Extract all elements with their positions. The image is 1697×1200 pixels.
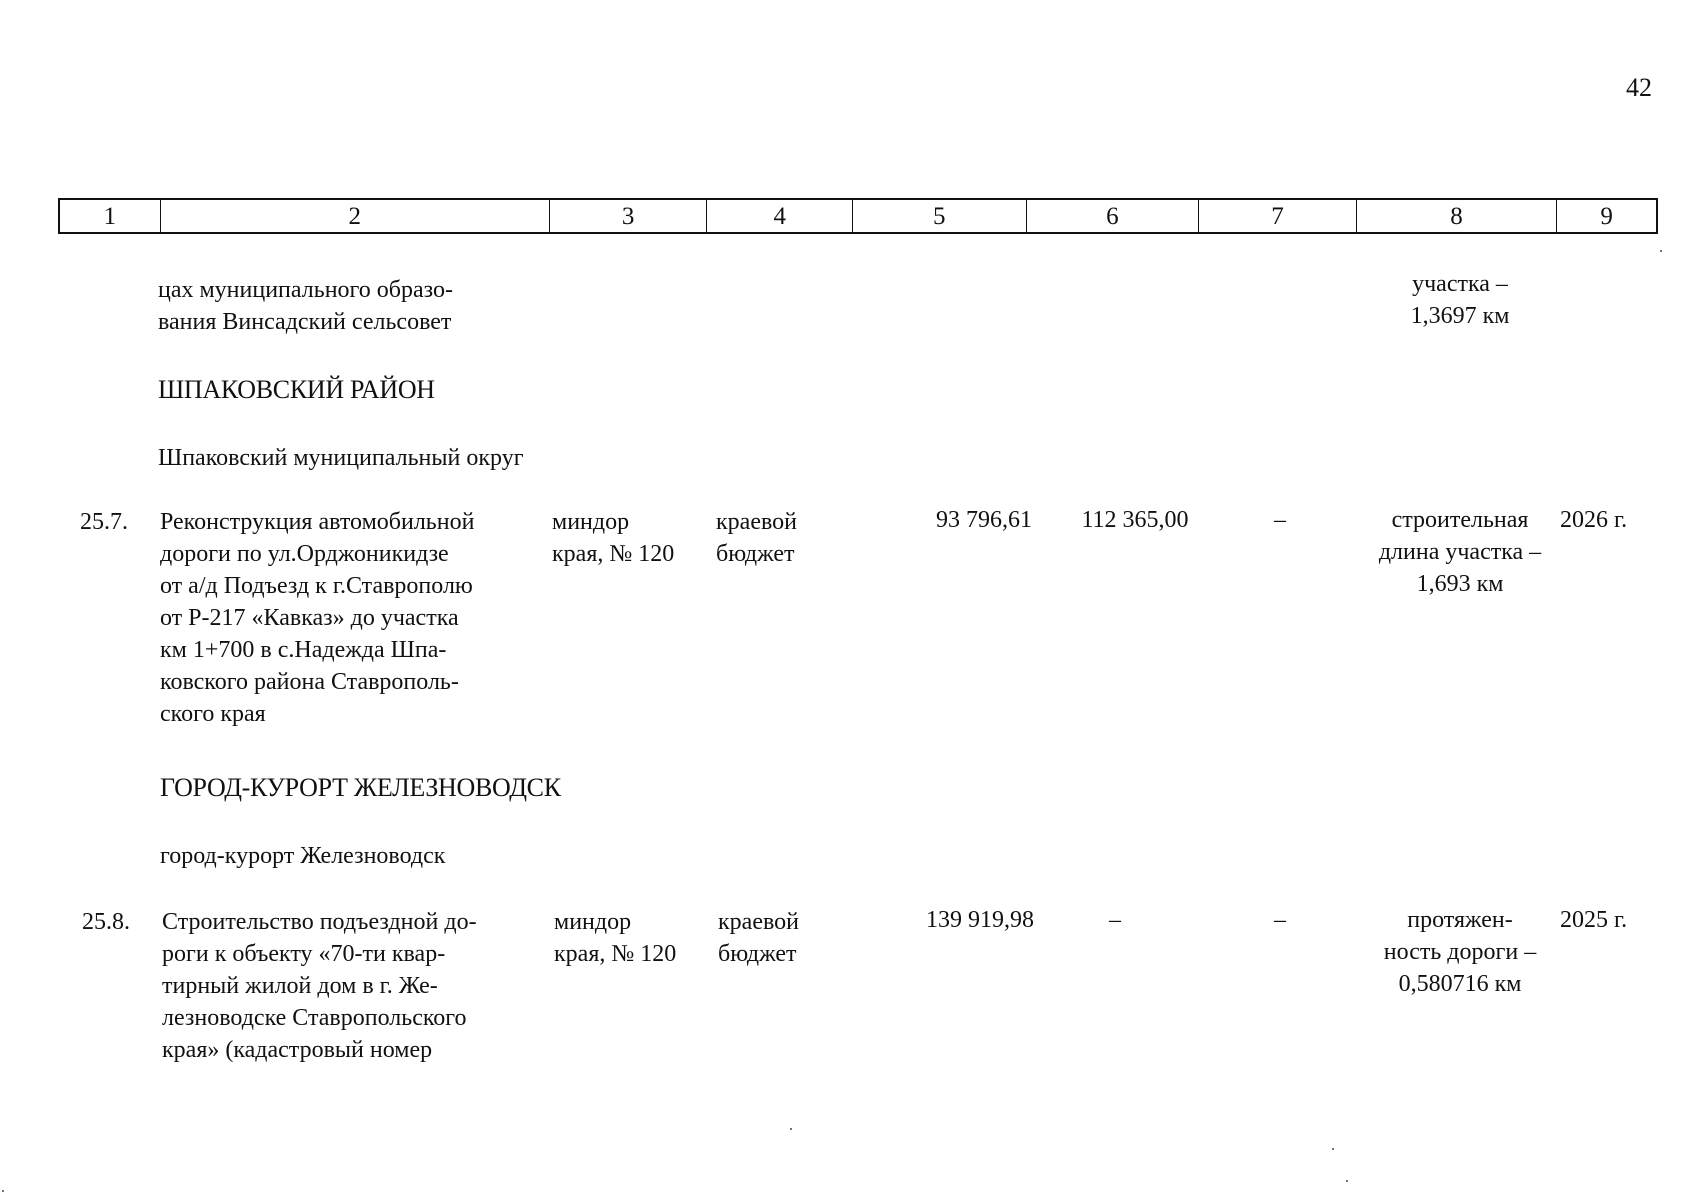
customer bbox=[552, 506, 702, 570]
capacity-indicator-line: длина участка – bbox=[1378, 539, 1542, 565]
scan-speck bbox=[790, 1128, 792, 1130]
object-name-line: км 1+700 в с.Надежда Шпа- bbox=[160, 637, 447, 663]
object-name-line: края» (кадастровый номер bbox=[162, 1037, 433, 1063]
customer-line: края, № 120 bbox=[554, 941, 677, 967]
capacity-indicator bbox=[1340, 504, 1580, 600]
capacity-indicator-line: протяжен- bbox=[1407, 907, 1513, 933]
municipality-heading: Шпаковский муниципальный округ bbox=[158, 445, 524, 471]
customer bbox=[554, 906, 704, 970]
capacity-indicator-line: 0,580716 км bbox=[1398, 971, 1522, 997]
amount-col6: – bbox=[1109, 907, 1121, 933]
amount-col7: – bbox=[1274, 907, 1286, 933]
header-col-7: 7 bbox=[1199, 200, 1357, 232]
object-name-line: тирный жилой дом в г. Же- bbox=[162, 973, 438, 999]
scan-speck bbox=[2, 1190, 4, 1192]
object-name-line: ковского района Ставрополь- bbox=[160, 669, 459, 695]
scan-speck bbox=[1660, 250, 1662, 252]
header-col-4: 4 bbox=[707, 200, 853, 232]
header-col-2: 2 bbox=[161, 200, 550, 232]
district-heading: ШПАКОВСКИЙ РАЙОН bbox=[158, 375, 435, 404]
object-name bbox=[160, 506, 540, 730]
object-name-line: Реконструкция автомобильной bbox=[160, 509, 475, 535]
object-name-line: Строительство подъездной до- bbox=[162, 909, 477, 935]
header-col-1: 1 bbox=[60, 200, 161, 232]
amount-col5: 139 919,98 bbox=[926, 907, 1034, 933]
header-col-8: 8 bbox=[1357, 200, 1558, 232]
continuation-name-line: цах муниципального образо- bbox=[158, 277, 453, 303]
capacity-indicator-line: ность дороги – bbox=[1383, 939, 1537, 965]
header-col-6: 6 bbox=[1027, 200, 1200, 232]
municipality-heading: город-курорт Железноводск bbox=[160, 843, 446, 869]
amount-col7: – bbox=[1274, 507, 1286, 533]
funding-source-line: бюджет bbox=[718, 941, 797, 967]
header-col-9: 9 bbox=[1600, 203, 1613, 230]
capacity-indicator bbox=[1340, 904, 1580, 1000]
customer-line: края, № 120 bbox=[552, 541, 675, 567]
capacity-indicator-line: строительная bbox=[1391, 507, 1529, 533]
continuation-indicator-line: 1,3697 км bbox=[1410, 303, 1510, 329]
object-name-line: от а/д Подъезд к г.Ставрополю bbox=[160, 573, 473, 599]
header-col-3: 3 bbox=[550, 200, 708, 232]
continuation-name bbox=[158, 274, 538, 338]
funding-source bbox=[718, 906, 818, 970]
header-col-5: 5 bbox=[853, 200, 1027, 232]
district-heading: ГОРОД-КУРОРТ ЖЕЛЕЗНОВОДСК bbox=[160, 773, 561, 802]
object-name-line: ского края bbox=[160, 701, 266, 727]
row-number: 25.8. bbox=[82, 909, 130, 935]
scan-speck bbox=[1346, 1180, 1348, 1182]
amount-col6: 112 365,00 bbox=[1081, 507, 1189, 533]
funding-source-line: бюджет bbox=[716, 541, 795, 567]
row-number: 25.7. bbox=[80, 509, 128, 535]
page-number: 42 bbox=[1626, 73, 1652, 102]
completion-year: 2025 г. bbox=[1560, 907, 1628, 933]
capacity-indicator-line: 1,693 км bbox=[1416, 571, 1504, 597]
continuation-indicator-line: участка – bbox=[1412, 271, 1508, 297]
object-name-line: от Р-217 «Кавказ» до участка bbox=[160, 605, 459, 631]
funding-source-line: краевой bbox=[716, 509, 797, 535]
completion-year: 2026 г. bbox=[1560, 507, 1628, 533]
funding-source-line: краевой bbox=[718, 909, 799, 935]
continuation-name-line: вания Винсадский сельсовет bbox=[158, 309, 452, 335]
object-name-line: лезноводске Ставропольского bbox=[162, 1005, 467, 1031]
funding-source bbox=[716, 506, 816, 570]
object-name-line: дороги по ул.Орджоникидзе bbox=[160, 541, 449, 567]
customer-line: миндор bbox=[554, 909, 632, 935]
object-name-line: роги к объекту «70-ти квар- bbox=[162, 941, 446, 967]
amount-col5: 93 796,61 bbox=[936, 507, 1032, 533]
column-number-header bbox=[58, 198, 1658, 234]
scan-speck bbox=[1332, 1148, 1334, 1150]
continuation-indicator bbox=[1340, 268, 1580, 332]
customer-line: миндор bbox=[552, 509, 630, 535]
object-name bbox=[162, 906, 542, 1066]
